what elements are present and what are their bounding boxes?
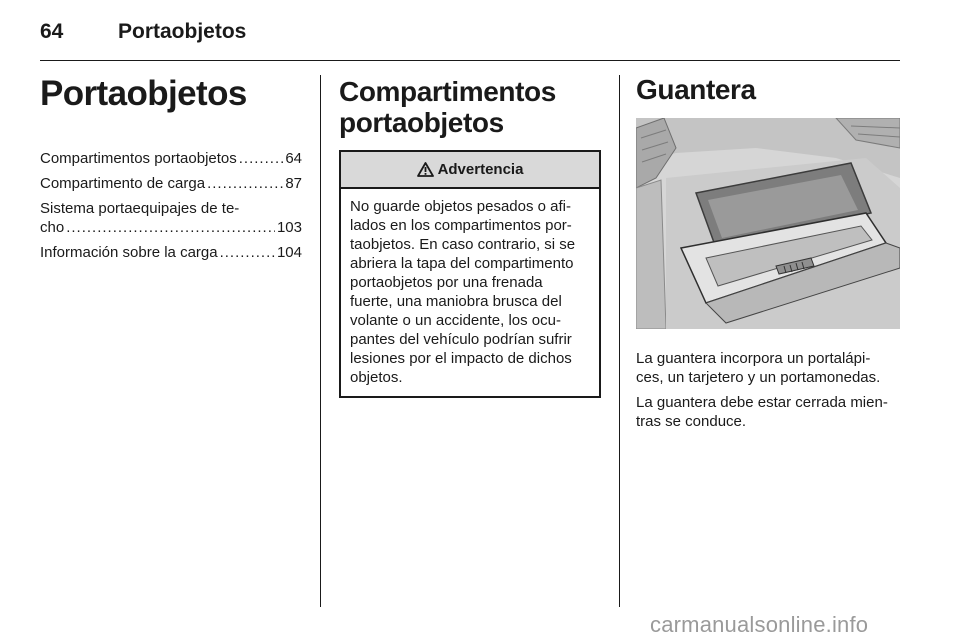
warning-line: volante o un accidente, los ocu- (350, 312, 561, 329)
section-heading: Guantera (636, 74, 756, 105)
toc-entry[interactable] (40, 174, 302, 193)
header-rule (40, 60, 900, 61)
warning-line: No guarde objetos pesados o afi- (350, 198, 571, 215)
toc-entry-text: Sistema portaequipajes de te- (40, 200, 240, 217)
paragraph-line: ces, un tarjetero y un portamonedas. (636, 369, 881, 386)
section-heading-line: Compartimentos (339, 76, 556, 107)
column-divider-1 (320, 75, 321, 607)
toc-entry[interactable] (40, 149, 302, 168)
warning-line: objetos. (350, 369, 403, 386)
warning-title: Advertencia (437, 161, 524, 178)
warning-box (339, 150, 601, 398)
toc-entry-page: 64 (285, 150, 302, 167)
running-head: Portaobjetos (118, 20, 247, 43)
toc-leader (66, 218, 275, 237)
warning-text (341, 189, 599, 396)
paragraph (636, 349, 900, 387)
warning-line: lesiones por el impacto de dichos (350, 350, 572, 367)
toc-column (40, 72, 302, 268)
toc-entry-text: cho (40, 219, 65, 236)
warning-line: fuerte, una maniobra brusca del (350, 293, 562, 310)
warning-line: portaobjetos por una frenada (350, 274, 543, 291)
warning-line: taobjetos. En caso contrario, si se (350, 236, 576, 253)
paragraph (636, 393, 900, 431)
toc-entry[interactable] (40, 199, 302, 237)
glovebox-photo (636, 118, 900, 329)
paragraph-line: La guantera debe estar cerrada mien- (636, 394, 888, 411)
toc-entry-page: 103 (276, 219, 302, 236)
toc-entry-text: Información sobre la carga (40, 244, 218, 261)
column-divider-2 (619, 75, 620, 607)
watermark: carmanualsonline.info (650, 612, 869, 637)
toc-entry-page: 87 (285, 175, 302, 192)
page-number: 64 (40, 20, 64, 43)
toc-leader (207, 174, 283, 193)
storage-column (339, 76, 601, 398)
toc-entry[interactable] (40, 243, 302, 262)
toc-entry-text: Compartimentos portaobjetos (40, 150, 237, 167)
paragraph-line: tras se conduce. (636, 413, 747, 430)
warning-line: pantes del vehículo podrían sufrir (350, 331, 572, 348)
table-of-contents (40, 149, 302, 262)
warning-header (341, 152, 599, 189)
glovebox-column (636, 76, 900, 437)
section-heading (339, 76, 601, 138)
chapter-title: Portaobjetos (40, 74, 247, 113)
toc-leader (220, 243, 275, 262)
toc-entry-text: Compartimento de carga (40, 175, 206, 192)
warning-line: abriera la tapa del compartimento (350, 255, 574, 272)
toc-leader (239, 149, 284, 168)
section-heading-line: portaobjetos (339, 107, 504, 138)
toc-entry-page: 104 (276, 244, 302, 261)
paragraph-line: La guantera incorpora un portalápi- (636, 350, 871, 367)
warning-line: lados en los compartimentos por- (350, 217, 572, 234)
warning-triangle-icon (417, 162, 434, 177)
